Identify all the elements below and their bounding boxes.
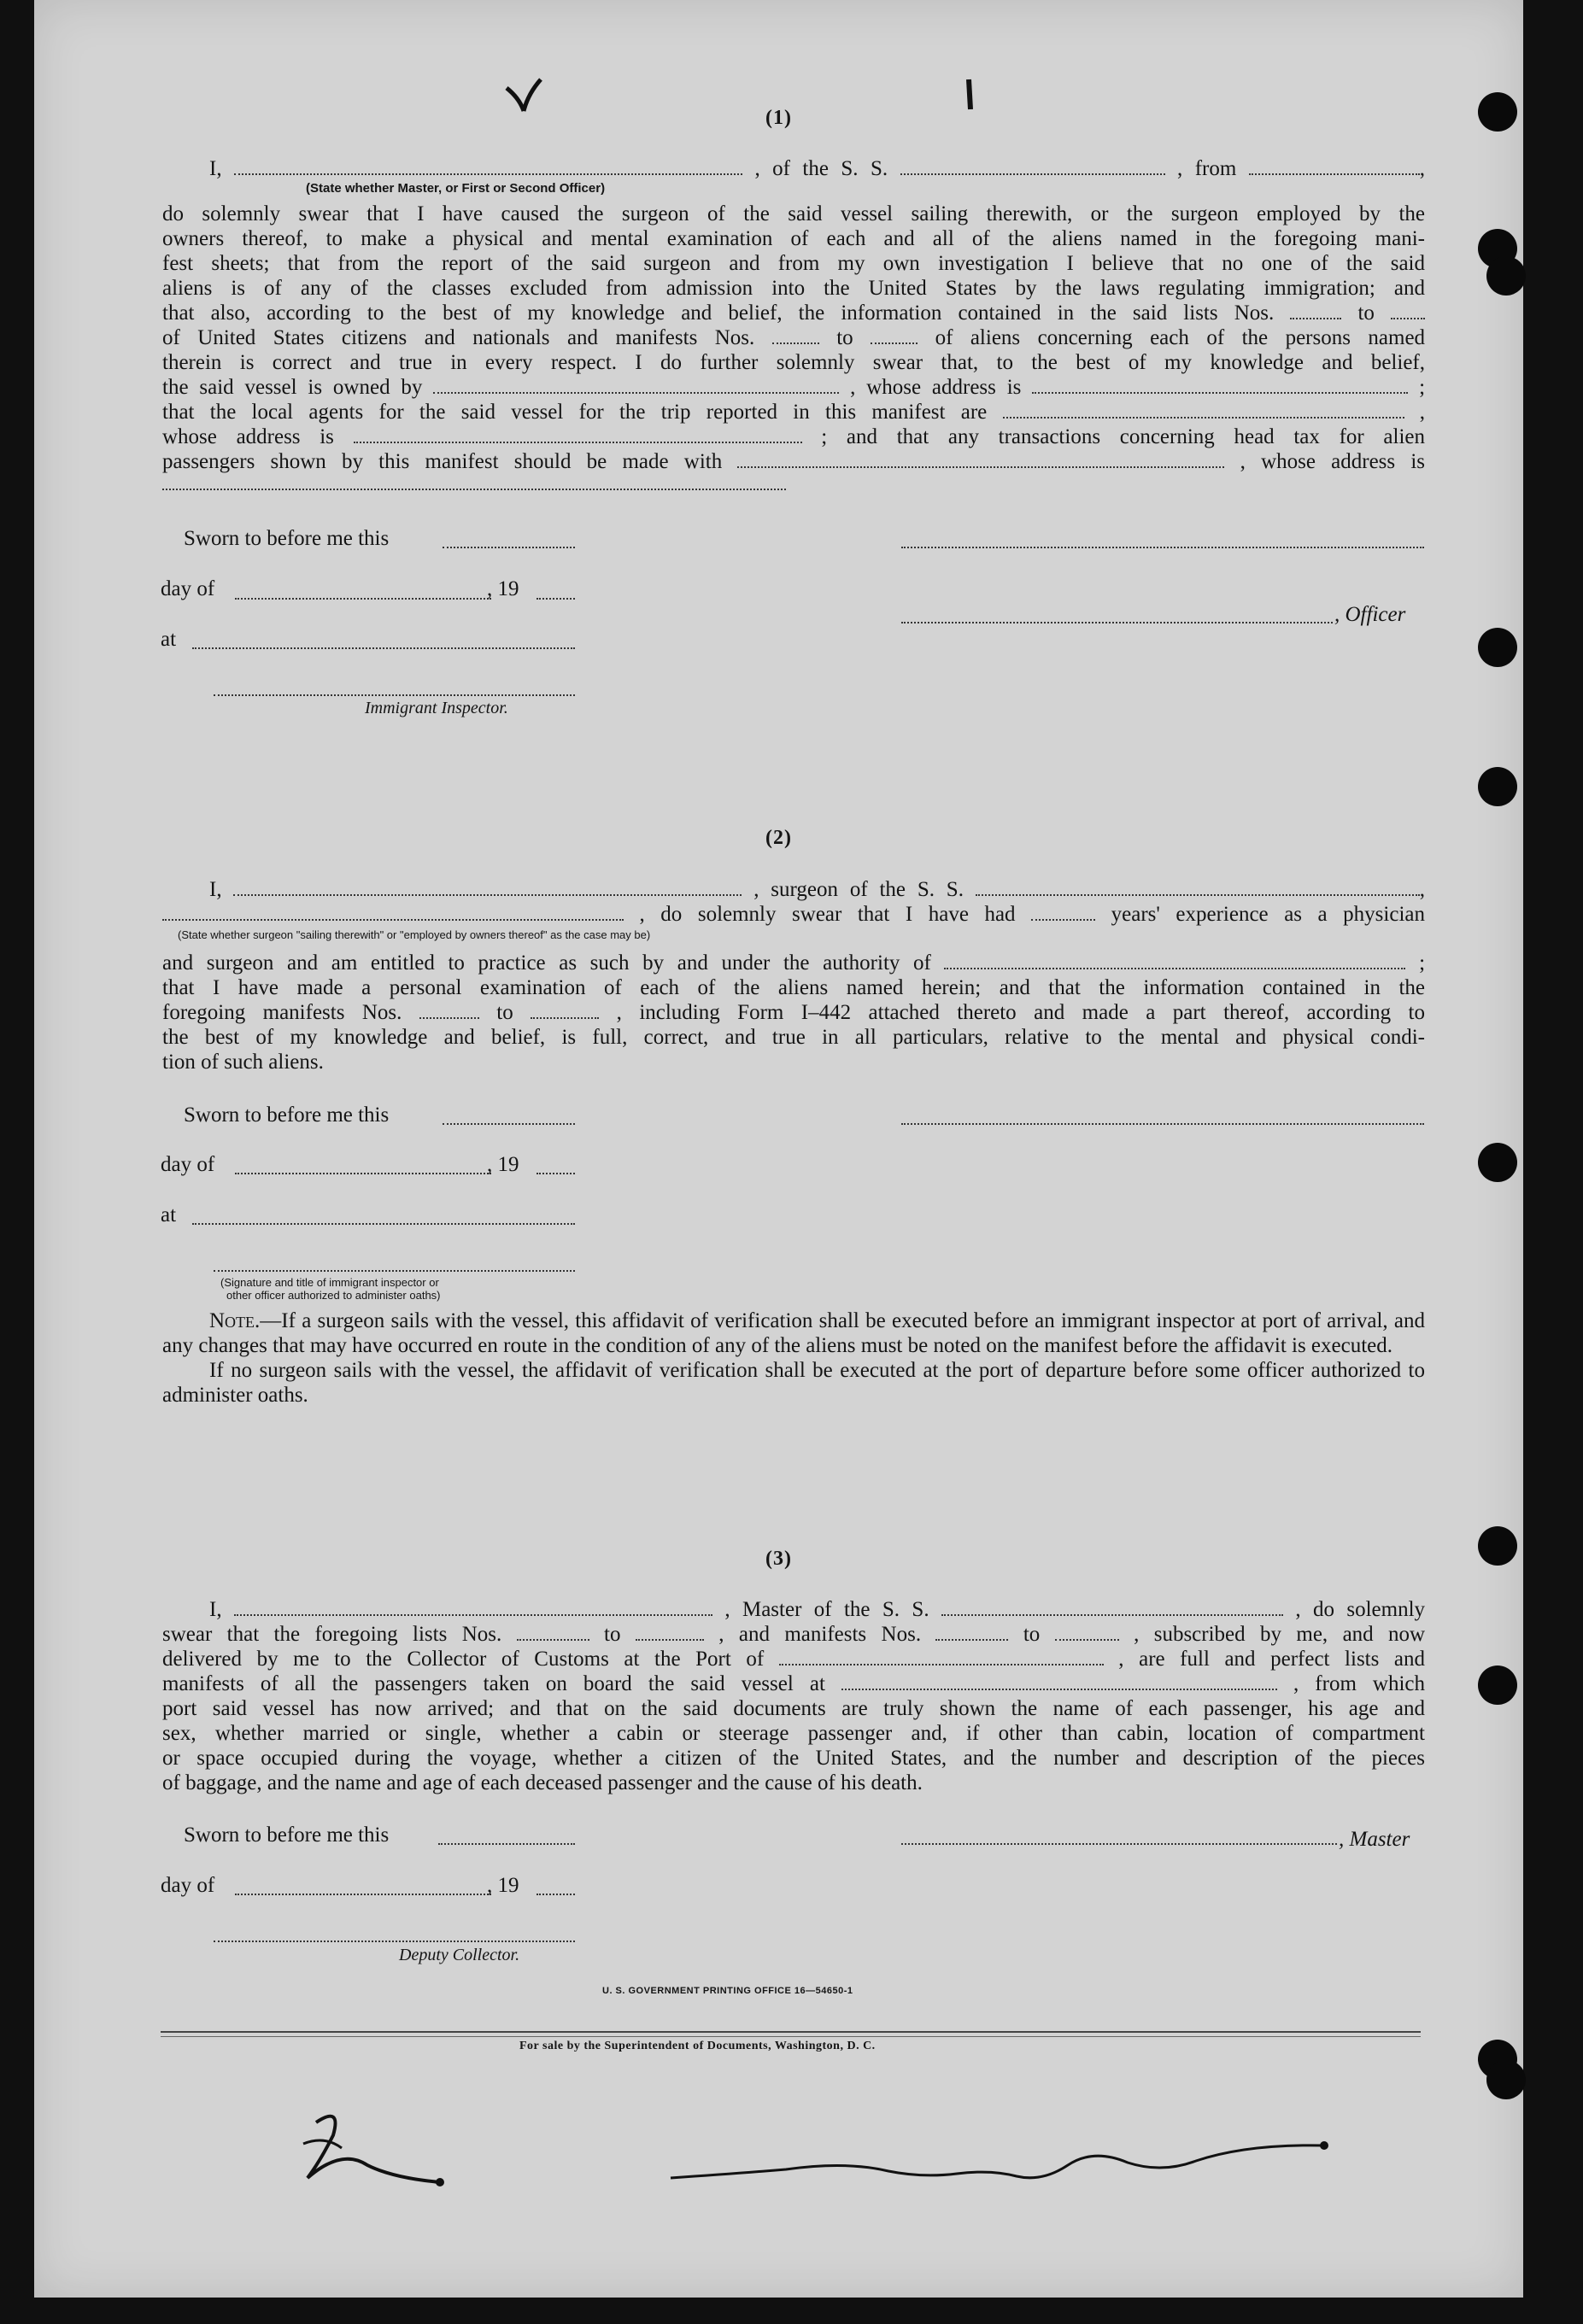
footer-divider [161,2036,1421,2037]
fill-in-blank[interactable] [871,327,918,344]
affidavit-line: that also, according to the best of my knowledge and belief, the information contained in the said lists Nos. to [162,301,1425,325]
fill-in-blank[interactable] [1032,377,1408,394]
sworn-label: Sworn to before me this [184,1103,390,1127]
form-sheet [34,0,1523,2298]
binder-hole [1478,767,1517,806]
affidavit-line: delivered by me to the Collector of Customs at the Port of , are full and perfect lists and [162,1648,1426,1671]
fill-in-blank[interactable] [900,158,1165,175]
fill-in-blank[interactable] [162,489,786,490]
fill-in-blank[interactable] [354,426,802,443]
fill-in-blank[interactable] [976,879,1420,896]
year-label: , 19 [487,1874,519,1897]
fill-in-blank[interactable] [233,879,742,896]
section-number: (3) [765,1548,792,1570]
fill-in-blank[interactable] [779,1648,1104,1665]
collector-signature-line[interactable] [214,1941,575,1942]
note-paragraph: Note.—If a surgeon sails with the vessel, this affidavit of verification shall be executed before an immigrant inspector at port of arrival, and any changes that may have occurred en route in the condition of any of the aliens must be noted on the manifest before the affidavit is executed. If no surgeon sails with the vessel, the affidavit of verification shall be executed at the port of departure before some officer authorized to administer oaths. [162,1309,1425,1407]
fill-in-blank[interactable] [517,1624,589,1641]
affidavit-line: the best of my knowledge and belief, is full, correct, and true in all particulars, relative to the mental and physical condi- [162,1026,1425,1049]
fill-in-blank[interactable] [935,1624,1008,1641]
fill-in-blank[interactable] [419,1002,479,1019]
section-number: (1) [765,107,792,129]
affidavit-line: passengers shown by this manifest should be made with , whose address is [162,450,1426,473]
fill-in-blank[interactable] [235,1173,491,1174]
fill-in-blank[interactable] [1249,158,1420,175]
handwritten-mark [502,73,571,124]
fill-in-blank[interactable] [1290,302,1341,319]
fill-in-blank[interactable] [1391,302,1425,319]
fill-in-blank[interactable] [536,1173,575,1174]
fill-in-blank[interactable] [234,1599,712,1616]
affidavit-line: foregoing manifests Nos. to , including Form I–442 attached thereto and made a part thereof, according to [162,1001,1425,1024]
fill-in-blank[interactable] [636,1624,704,1641]
fill-in-blank[interactable] [944,952,1405,969]
fill-in-blank[interactable] [531,1002,599,1019]
fill-in-blank[interactable] [772,327,819,344]
affidavit-line: owners thereof, to make a physical and mental examination of each and all of the aliens named in the foregoing mani- [162,227,1425,250]
fill-in-blank[interactable] [162,904,624,921]
fill-in-blank[interactable] [235,598,491,600]
day-of-label: day of [161,1153,215,1176]
day-of-label: day of [161,577,215,600]
footer-divider [161,2031,1421,2033]
fill-in-blank[interactable] [841,1673,1277,1690]
affidavit-line: or space occupied during the voyage, whether a citizen of the United States, and the number and description of the pieces [162,1747,1425,1770]
note-label: Note. [209,1309,261,1332]
affidavit-line: whose address is ; and that any transactions concerning head tax for alien [162,425,1425,448]
affidavit-line: port said vessel has now arrived; and that on the said documents are truly shown the name of each passenger, his age and [162,1697,1425,1720]
fill-in-blank[interactable] [1031,904,1095,921]
fill-in-blank[interactable] [941,1599,1283,1616]
printer-imprint: U. S. GOVERNMENT PRINTING OFFICE 16—54650-1 [602,1986,853,1996]
affidavit-line: therein is correct and true in every respect. I do further solemnly swear that, to the best of my knowledge and belief, [162,351,1425,374]
handwritten-mark [959,75,984,118]
fill-in-blank[interactable] [536,1894,575,1895]
fill-in-blank[interactable] [192,1223,575,1225]
deputy-collector-label: Deputy Collector. [399,1946,520,1964]
master-signature-line[interactable] [901,1843,1337,1845]
master-label: , Master [1339,1828,1410,1851]
fill-in-blank[interactable] [235,1894,491,1895]
affidavit-line: tion of such aliens. [162,1051,324,1074]
field-caption: (State whether Master, or First or Second Officer) [306,181,606,196]
day-of-label: day of [161,1874,215,1897]
binder-hole [1478,1143,1517,1182]
affidavit-line: fest sheets; that from the report of the said surgeon and from my own investigation I believe that no one of the said [162,252,1425,275]
affidavit-line: , do solemnly swear that I have had years' experience as a physician [162,902,1425,927]
fill-in-blank[interactable] [433,377,839,394]
at-label: at [161,628,177,651]
at-label: at [161,1203,177,1226]
binder-hole [1486,2060,1526,2099]
officer-signature-line[interactable] [901,547,1424,548]
field-caption: (State whether surgeon "sailing therewith" or "employed by owners thereof" as the case may be) [178,928,651,941]
signature-caption: (Signature and title of immigrant inspector or [220,1276,439,1289]
binder-hole [1478,1665,1517,1705]
affidavit-line: manifests of all the passengers taken on board the said vessel at , from which [162,1672,1426,1695]
affidavit-line: do solemnly swear that I have caused the surgeon of the said vessel sailing therewith, or the surgeon employed by the [162,202,1425,225]
fill-in-blank[interactable] [443,547,575,548]
affidavit-line: aliens is of any of the classes excluded from admission into the United States by the laws regulating immigration; and [162,277,1425,300]
sworn-label: Sworn to before me this [184,1823,390,1847]
fill-in-blank[interactable] [234,158,742,175]
inspector-signature-line[interactable] [214,1270,575,1272]
affidavit-line: and surgeon and am entitled to practice as such by and under the authority of ; [162,951,1426,975]
footer-note: For sale by the Superintendent of Documents, Washington, D. C. [519,2040,876,2052]
affidavit-line: of United States citizens and nationals and manifests Nos. to of aliens concerning each of the persons named [162,326,1426,349]
fill-in-blank[interactable] [192,647,575,649]
sworn-label: Sworn to before me this [184,527,390,550]
section-number: (2) [765,827,792,849]
signature-caption: other officer authorized to administer oaths) [226,1289,441,1302]
inspector-signature-line[interactable] [214,694,575,696]
affidavit-line: that the local agents for the said vessel for the trip reported in this manifest are , [162,401,1426,424]
officer-label: , Officer [1334,603,1406,626]
binder-hole [1486,256,1526,296]
fill-in-blank[interactable] [438,1843,575,1845]
fill-in-blank[interactable] [737,451,1224,468]
year-label: , 19 [487,1153,519,1176]
handwritten-signature-mark [290,2097,461,2199]
fill-in-blank[interactable] [1003,401,1404,419]
handwritten-signature-mark [666,2127,1350,2195]
affidavit-line: I, , of the S. S. , from , [209,157,1425,180]
fill-in-blank[interactable] [536,598,575,600]
surgeon-signature-line[interactable] [901,1123,1424,1125]
fill-in-blank[interactable] [1055,1624,1119,1641]
affidavit-line: the said vessel is owned by , whose address is ; [162,376,1426,399]
affidavit-line: swear that the foregoing lists Nos. to , and manifests Nos. to , subscribed by me, and now [162,1623,1426,1646]
affidavit-line: sex, whether married or single, whether a cabin or steerage passenger and, if other than cabin, location of compartment [162,1722,1425,1745]
inspector-label: Immigrant Inspector. [365,699,508,717]
fill-in-blank[interactable] [443,1123,575,1125]
affidavit-line: that I have made a personal examination of each of the aliens named herein; and that the information contained in the [162,976,1425,999]
affidavit-line: I, , Master of the S. S. , do solemnly [209,1598,1426,1621]
affidavit-line: of baggage, and the name and age of each deceased passenger and the cause of his death. [162,1771,923,1794]
binder-hole [1478,628,1517,667]
affidavit-line: I, , surgeon of the S. S. , [209,878,1426,901]
year-label: , 19 [487,577,519,600]
officer-signature-line[interactable] [901,622,1333,623]
